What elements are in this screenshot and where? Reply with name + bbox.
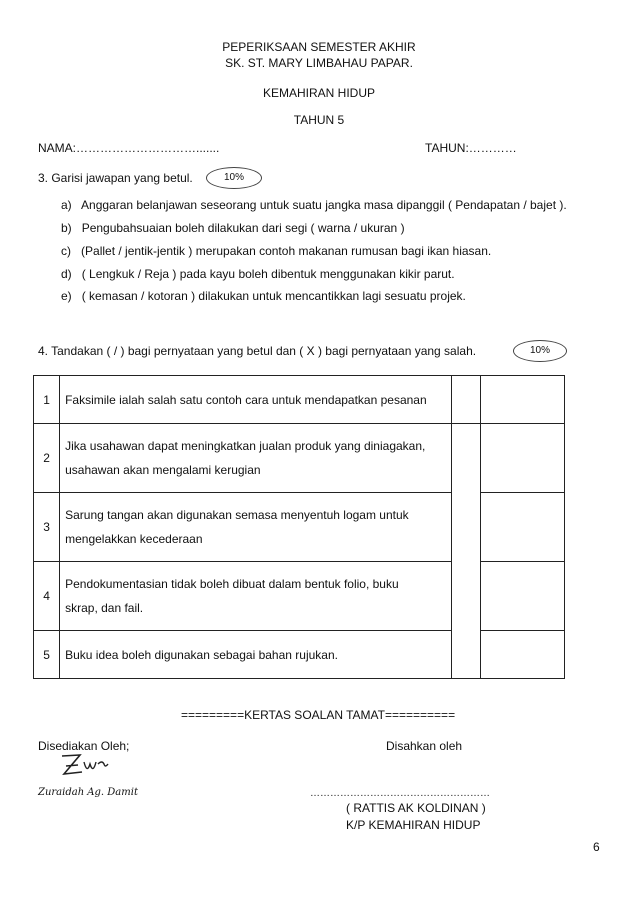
- exam-title-line1: PEPERIKSAAN SEMESTER AKHIR: [222, 40, 416, 54]
- answer-box[interactable]: [451, 493, 480, 562]
- answer-box[interactable]: [480, 376, 564, 424]
- list-item: [61, 267, 455, 281]
- list-item: [61, 221, 405, 235]
- statement-text: [60, 376, 451, 424]
- row-number: 5: [34, 631, 60, 679]
- list-item: [61, 244, 491, 258]
- school-name: SK. ST. MARY LIMBAHAU PAPAR.: [225, 56, 413, 70]
- approver-name: ( RATTIS AK KOLDINAN ): [346, 801, 486, 815]
- question-4-marks-badge: 10%: [513, 340, 567, 362]
- year-title: TAHUN 5: [293, 113, 345, 127]
- row-number: 3: [34, 493, 60, 562]
- answer-box[interactable]: [451, 562, 480, 631]
- answer-box[interactable]: [451, 424, 480, 493]
- question-3-instruction: 3. Garisi jawapan yang betul.: [38, 171, 193, 185]
- question-3-marks-badge: 10%: [206, 167, 262, 189]
- table-row: [34, 376, 565, 424]
- row-number: 1: [34, 376, 60, 424]
- signature-dotted-line: ………………………………………………: [310, 788, 490, 799]
- item-label: b): [61, 221, 72, 235]
- statement-line: Pendokumentasian tidak boleh dibuat dalam bentuk folio, buku: [65, 577, 399, 591]
- statement-line: Buku idea boleh digunakan sebagai bahan rujukan.: [65, 647, 338, 662]
- row-number: 4: [34, 562, 60, 631]
- answer-box[interactable]: [451, 376, 480, 424]
- statement-text: [60, 493, 451, 562]
- question-4-instruction: 4. Tandakan ( / ) bagi pernyataan yang betul dan ( X ) bagi pernyataan yang salah.: [38, 344, 477, 358]
- page-number: 6: [593, 840, 600, 854]
- item-label: e): [61, 289, 72, 303]
- table-row: [34, 493, 565, 562]
- answer-box[interactable]: [480, 424, 564, 493]
- statement-text: [60, 562, 451, 631]
- statement-text: [60, 424, 451, 493]
- prepared-by-label: Disediakan Oleh;: [38, 739, 130, 753]
- statement-line: Sarung tangan akan digunakan semasa menyentuh logam untuk: [65, 508, 409, 522]
- item-text: ( kemasan / kotoran ) dilakukan untuk mencantikkan lagi sesuatu projek.: [81, 289, 466, 303]
- item-text: ( Lengkuk / Reja ) pada kayu boleh dibentuk menggunakan kikir parut.: [81, 267, 455, 281]
- statement-text: [60, 631, 451, 679]
- signature-name: Zuraidah Ag. Damit: [38, 787, 138, 798]
- row-number: 2: [34, 424, 60, 493]
- list-item: [61, 289, 466, 303]
- statement-line: skrap, dan fail.: [65, 601, 144, 615]
- item-text: (Pallet / jentik-jentik ) merupakan contoh makanan rumusan bagi ikan hiasan.: [81, 244, 492, 258]
- answer-box[interactable]: [480, 493, 564, 562]
- answer-box[interactable]: [480, 631, 564, 679]
- item-label: a): [61, 198, 72, 212]
- statement-line: Jika usahawan dapat meningkatkan jualan produk yang diniagakan,: [65, 439, 426, 453]
- answer-box[interactable]: [480, 562, 564, 631]
- approver-title: K/P KEMAHIRAN HIDUP: [346, 818, 481, 832]
- table-row: [34, 424, 565, 493]
- end-of-paper-marker: =========KERTAS SOALAN TAMAT==========: [181, 708, 456, 722]
- statement-line: Faksimile ialah salah satu contoh cara untuk mendapatkan pesanan: [65, 392, 427, 407]
- signature-icon: [56, 750, 116, 784]
- statement-line: usahawan akan mengalami kerugian: [65, 463, 261, 477]
- table-row: [34, 631, 565, 679]
- approved-by-label: Disahkan oleh: [386, 739, 463, 753]
- item-text: Pengubahsuaian boleh dilakukan dari segi ( warna / ukuran ): [81, 221, 405, 235]
- year-field: TAHUN:…………: [425, 141, 517, 155]
- answer-box[interactable]: [451, 631, 480, 679]
- table-row: [34, 562, 565, 631]
- item-label: c): [61, 244, 71, 258]
- statement-line: mengelakkan kecederaan: [65, 532, 203, 546]
- subject-title: KEMAHIRAN HIDUP: [262, 86, 375, 100]
- name-field: NAMA:………………………….......: [38, 141, 220, 155]
- list-item: [61, 198, 567, 212]
- item-text: Anggaran belanjawan seseorang untuk suatu jangka masa dipanggil ( Pendapatan / bajet ).: [81, 198, 567, 212]
- item-label: d): [61, 267, 72, 281]
- statements-table: [33, 375, 565, 679]
